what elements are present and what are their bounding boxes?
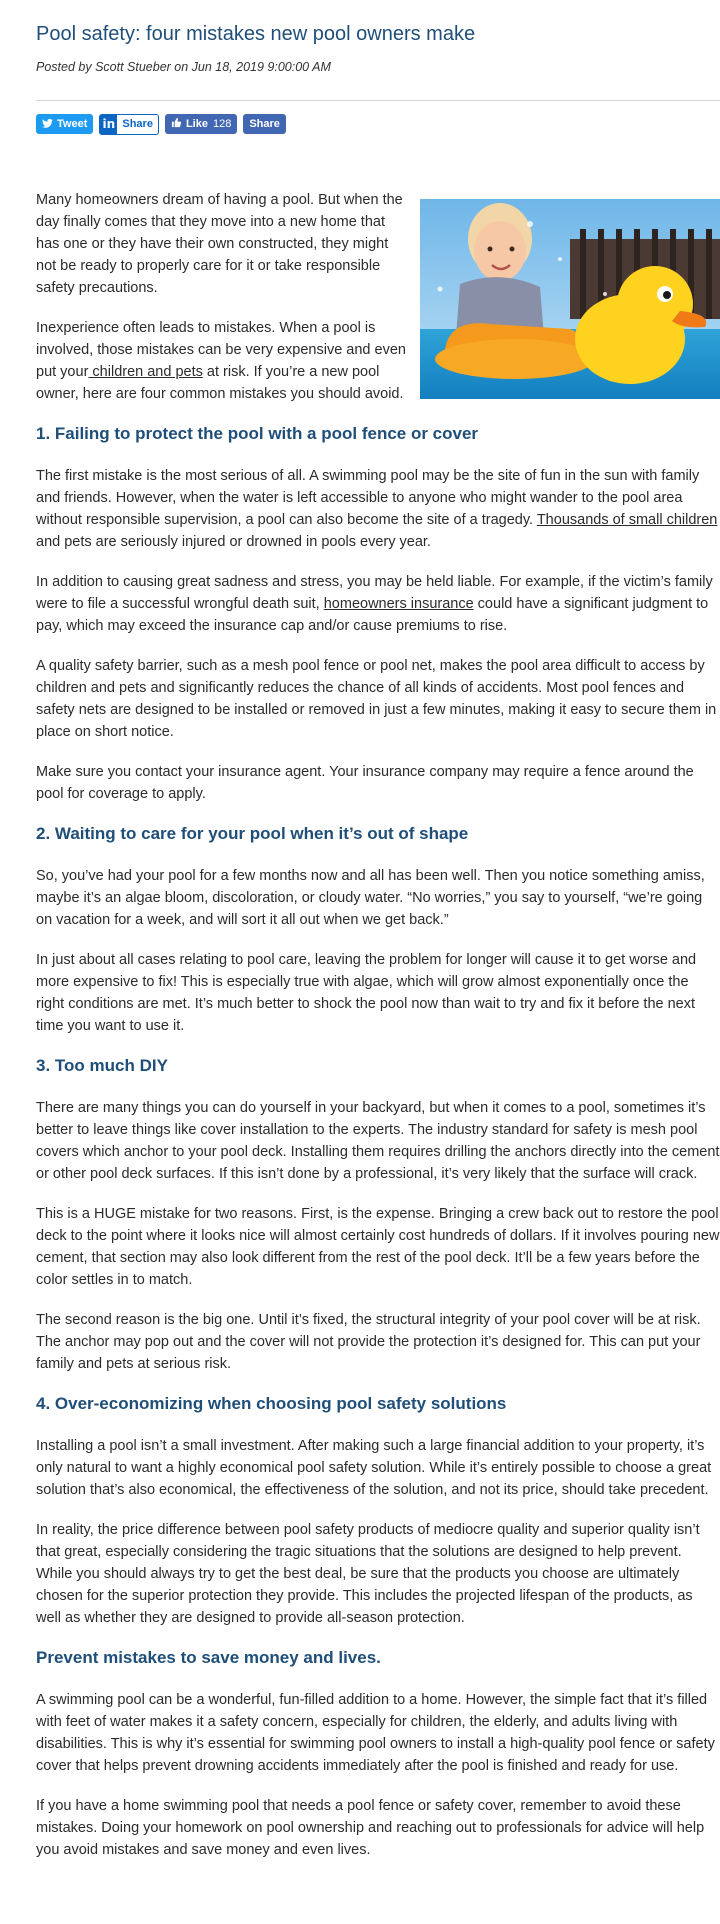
section-3-paragraph-1: There are many things you can do yourself in your backyard, but when it comes to a pool, sometimes it’s better to leave things like cover installation to the experts. The industry standard for safety is mesh pool covers which anchor to your pool deck. Installing them requires drilling the anchors directly into the cement or other pool deck surfaces. If this isn’t done by a professional, it’s very likely that the surface will crack. — [36, 1100, 720, 1182]
facebook-like-button[interactable] — [165, 114, 237, 134]
section-3-heading: 3. Too much DIY — [36, 1056, 168, 1075]
thousands-of-small-children-link[interactable]: Thousands of small children — [536, 512, 718, 528]
intro-text — [36, 189, 406, 405]
homeowners-insurance-link[interactable]: homeowners insurance — [323, 596, 474, 612]
facebook-share-label: Share — [249, 118, 280, 130]
section-2-paragraph-2: In just about all cases relating to pool care, leaving the problem for longer will cause it to get worse and more expensive to fix! This is especially true with algae, which will grow almost exponentially once the right conditions are met. It’s much better to shock the pool now than wait to try and fix it before the next time you want to use it. — [36, 952, 697, 1034]
section-5-paragraph-1: A swimming pool can be a wonderful, fun-filled addition to a home. However, the simple fact that it’s filled with feet of water makes it a safety concern, especially for children, the elderly, and adults living with disabilities. This is why it’s essential for swimming pool owners to install a high-quality pool fence or safety cover that helps prevent drowning accidents immediately after the pool is finished and ready for use. — [36, 1692, 715, 1774]
intro-paragraph-2 — [36, 317, 406, 405]
s1-p2-text-a: In addition to causing great sadness and stress, you may be held liable. For example, if the victim’s family were to file a successful wrongful death suit, — [36, 574, 713, 612]
article-body — [36, 423, 720, 1861]
section-1-paragraph-1 — [36, 465, 720, 553]
facebook-share-button[interactable] — [243, 114, 286, 134]
social-share-bar — [36, 113, 720, 135]
hero-image-child-with-duck-float — [420, 199, 720, 399]
children-and-pets-link[interactable]: children and pets — [88, 364, 203, 380]
facebook-like-label: Like — [185, 118, 208, 130]
section-4-heading: 4. Over-economizing when choosing pool safety solutions — [36, 1394, 507, 1413]
thumbs-up-icon — [171, 117, 182, 131]
section-5-paragraph-2: If you have a home swimming pool that needs a pool fence or safety cover, remember to avoid these mistakes. Doing your homework on pool ownership and reaching out to professionals for advice will help you avoid mistakes and save money and even lives. — [36, 1798, 705, 1858]
section-3-paragraph-3: The second reason is the big one. Until it’s fixed, the structural integrity of your pool cover will be at risk. The anchor may pop out and the cover will not provide the protection it’s designed for. This can put your family and pets at serious risk. — [36, 1312, 701, 1372]
article-title: Pool safety: four mistakes new pool owners make — [36, 23, 476, 45]
facebook-like-count: 128 — [212, 118, 232, 130]
section-1-heading: 1. Failing to protect the pool with a pool fence or cover — [36, 424, 479, 443]
intro-paragraph-1: Many homeowners dream of having a pool. But when the day finally comes that they move into a new home that has one or they have their own constructed, they might not be ready to properly care for it or take responsible safety precautions. — [36, 192, 403, 296]
section-2-paragraph-1: So, you’ve had your pool for a few months now and all has been well. Then you notice something amiss, maybe it’s an algae bloom, discoloration, or cloudy water. “No worries,” you say to yourself, “we’re going on vacation for a week, and will sort it all out when we get back.” — [36, 868, 705, 928]
divider — [36, 100, 720, 101]
intro-p2-text-a: Inexperience often leads to mistakes. When a pool is involved, those mistakes can be very expensive and even put your — [36, 320, 406, 380]
linkedin-share-label: Share — [122, 118, 153, 130]
intro-p2-text-b: at risk. If you’re a new pool owner, here are four common mistakes you should avoid. — [36, 364, 404, 402]
twitter-bird-icon — [42, 118, 53, 131]
section-3-paragraph-2: This is a HUGE mistake for two reasons. First, is the expense. Bringing a crew back out to restore the pool deck to the point where it looks nice will almost certainly cost hundreds of dollars. If it involves pouring new cement, that section may also look different from the rest of the pool deck. It’ll be a few years before the color settles in to match. — [36, 1206, 720, 1288]
section-1-paragraph-4: Make sure you contact your insurance agent. Your insurance company may require a fence around the pool for coverage to apply. — [36, 764, 694, 802]
section-5-heading: Prevent mistakes to save money and lives. — [36, 1648, 381, 1667]
section-2-heading: 2. Waiting to care for your pool when it’s out of shape — [36, 824, 469, 843]
s1-p2-text-b: could have a significant judgment to pay, which may exceed the insurance cap and/or cause premiums to rise. — [36, 596, 709, 634]
linkedin-share-button[interactable] — [99, 114, 159, 135]
section-4-paragraph-2: In reality, the price difference between pool safety products of mediocre quality and superior quality isn’t that great, especially considering the tragic situations that the solutions are designed to help prevent. While you should always try to get the best deal, be sure that the products you choose are ultimately chosen for the superior protection they provide. This includes the projected lifespan of the products, as well as whether they are designed to provide all-season protection. — [36, 1522, 700, 1626]
linkedin-icon: in — [100, 115, 117, 134]
tweet-label: Tweet — [57, 118, 88, 130]
section-4-paragraph-1: Installing a pool isn’t a small investment. After making such a large financial addition to your property, it’s only natural to want a highly economical pool safety solution. While it’s entirely possible to choose a great solution that’s also economical, the effectiveness of the solution, and not its price, should take precedent. — [36, 1438, 712, 1498]
intro-section — [36, 189, 720, 405]
s1-p1-text-a: The first mistake is the most serious of all. A swimming pool may be the site of fun in the sun with family and friends. However, when the water is left accessible to anyone who might wander to the pool area without responsible supervision, a pool can also become the site of a tragedy. — [36, 468, 700, 528]
tweet-button[interactable] — [36, 114, 93, 134]
article-byline: Posted by Scott Stueber on Jun 18, 2019 9:00:00 AM — [36, 60, 331, 74]
section-1-paragraph-2 — [36, 571, 720, 637]
section-1-paragraph-3: A quality safety barrier, such as a mesh pool fence or pool net, makes the pool area difficult to access by children and pets and significantly reduces the chance of all kinds of accidents. Most pool fences and safety nets are designed to be installed or removed in just a few minutes, making it easy to secure them in place on short notice. — [36, 658, 717, 740]
s1-p1-text-b: and pets are seriously injured or drowned in pools every year. — [36, 534, 431, 550]
